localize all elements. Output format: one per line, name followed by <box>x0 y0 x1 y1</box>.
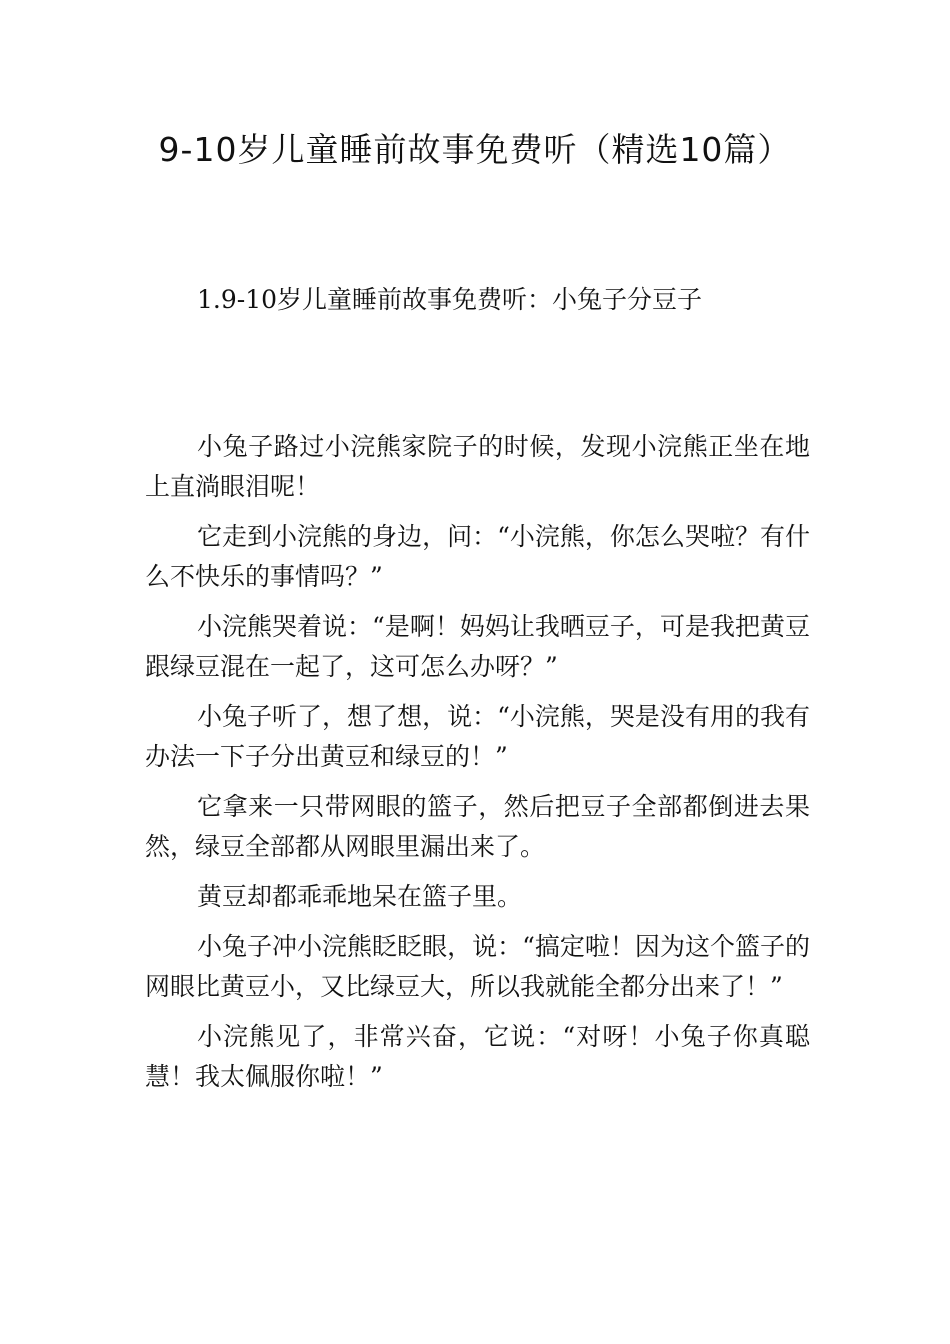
story-body <box>145 427 810 1107</box>
story-paragraph: 小兔子路过小浣熊家院子的时候，发现小浣熊正坐在地上直淌眼泪呢！ <box>145 432 810 501</box>
document-title: 9-10岁儿童睡前故事免费听（精选10篇） <box>158 130 792 169</box>
story-paragraph: 它拿来一只带网眼的篮子，然后把豆子全部都倒进去果然，绿豆全部都从网眼里漏出来了。 <box>145 792 810 861</box>
section-heading: 1.9-10岁儿童睡前故事免费听：小兔子分豆子 <box>197 285 703 314</box>
story-paragraph: 小浣熊哭着说：“是啊！妈妈让我晒豆子，可是我把黄豆跟绿豆混在一起了，这可怎么办呀？” <box>145 612 810 681</box>
story-paragraph: 小兔子听了，想了想，说：“小浣熊，哭是没有用的我有办法一下子分出黄豆和绿豆的！” <box>145 702 810 771</box>
story-paragraph: 小兔子冲小浣熊眨眨眼，说：“搞定啦！因为这个篮子的网眼比黄豆小，又比绿豆大，所以我就能全都分出来了！” <box>145 932 810 1001</box>
story-paragraph: 它走到小浣熊的身边，问：“小浣熊，你怎么哭啦？有什么不快乐的事情吗？” <box>145 522 810 591</box>
story-paragraph: 小浣熊见了，非常兴奋，它说：“对呀！小兔子你真聪慧！我太佩服你啦！” <box>145 1022 810 1091</box>
story-paragraph: 黄豆却都乖乖地呆在篮子里。 <box>197 882 523 911</box>
